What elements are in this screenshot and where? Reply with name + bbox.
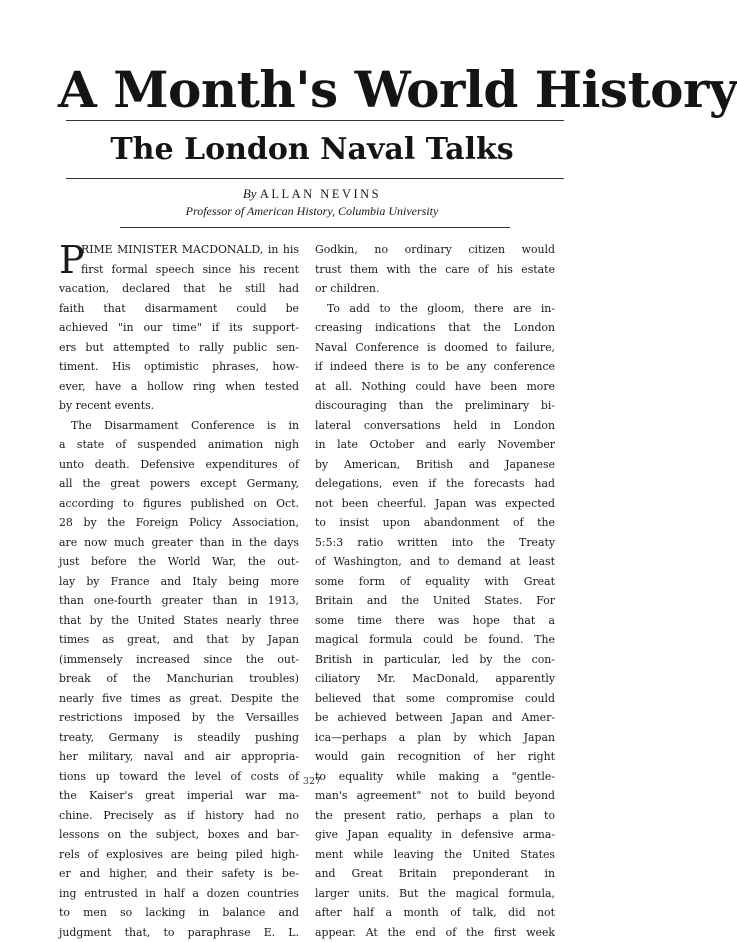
text-line: ica—perhaps a plan by which Japan bbox=[315, 728, 555, 748]
text-line: lay by France and Italy being more bbox=[59, 572, 299, 592]
text-line: timent. His optimistic phrases, how- bbox=[59, 357, 299, 377]
text-line: ever, have a hollow ring when tested bbox=[59, 377, 299, 397]
text-line: to insist upon abandonment of the bbox=[315, 513, 555, 533]
text-line: break of the Manchurian troubles) bbox=[59, 669, 299, 689]
drop-cap: P bbox=[59, 242, 85, 278]
text-line: according to figures published on Oct. bbox=[59, 494, 299, 514]
byline bbox=[0, 186, 624, 202]
left-column bbox=[59, 240, 299, 942]
text-line: creasing indications that the London bbox=[315, 318, 555, 338]
article-title: The London Naval Talks bbox=[0, 132, 624, 168]
text-line: if indeed there is to be any conference bbox=[315, 357, 555, 377]
text-line: treaty, Germany is steadily pushing bbox=[59, 728, 299, 748]
text-line: restrictions imposed by the Versailles bbox=[59, 708, 299, 728]
text-line: achieved "in our time" if its support- bbox=[59, 318, 299, 338]
text-line: by recent events. bbox=[59, 396, 299, 416]
text-line: To add to the gloom, there are in- bbox=[315, 299, 555, 319]
text-line: trust them with the care of his estate bbox=[315, 260, 555, 280]
text-line: be achieved between Japan and Amer- bbox=[315, 708, 555, 728]
text-line: believed that some compromise could bbox=[315, 689, 555, 709]
text-line: vacation, declared that he still had bbox=[59, 279, 299, 299]
text-line: er and higher, and their safety is be- bbox=[59, 864, 299, 884]
text-line: RIME MINISTER MACDONALD, in his bbox=[59, 240, 299, 260]
text-line: would gain recognition of her right bbox=[315, 747, 555, 767]
byline-rule bbox=[120, 227, 510, 228]
text-line: discouraging than the preliminary bi- bbox=[315, 396, 555, 416]
text-line: (immensely increased since the out- bbox=[59, 650, 299, 670]
page-number: 327 bbox=[0, 776, 624, 787]
text-line: and Great Britain preponderant in bbox=[315, 864, 555, 884]
text-line: the present ratio, perhaps a plan to bbox=[315, 806, 555, 826]
text-line: that by the United States nearly three bbox=[59, 611, 299, 631]
text-line: Godkin, no ordinary citizen would bbox=[315, 240, 555, 260]
text-line: not been cheerful. Japan was expected bbox=[315, 494, 555, 514]
text-line: at all. Nothing could have been more bbox=[315, 377, 555, 397]
right-column bbox=[315, 240, 555, 942]
text-line: are now much greater than in the days bbox=[59, 533, 299, 553]
text-line: some time there was hope that a bbox=[315, 611, 555, 631]
masthead: A Month's World History bbox=[58, 62, 568, 118]
text-line: magical formula could be found. The bbox=[315, 630, 555, 650]
text-line: Naval Conference is doomed to failure, bbox=[315, 338, 555, 358]
text-line: nearly five times as great. Despite the bbox=[59, 689, 299, 709]
text-line: unto death. Defensive expenditures of bbox=[59, 455, 299, 475]
text-line: The Disarmament Conference is in bbox=[59, 416, 299, 436]
text-line: her military, naval and air appropria- bbox=[59, 747, 299, 767]
text-line: delegations, even if the forecasts had bbox=[315, 474, 555, 494]
text-line: the Kaiser's great imperial war ma- bbox=[59, 786, 299, 806]
text-line: times as great, and that by Japan bbox=[59, 630, 299, 650]
text-line: 5:5:3 ratio written into the Treaty bbox=[315, 533, 555, 553]
text-line: all the great powers except Germany, bbox=[59, 474, 299, 494]
text-line: rels of explosives are being piled high- bbox=[59, 845, 299, 865]
text-line: a state of suspended animation nigh bbox=[59, 435, 299, 455]
text-line: tions up toward the level of costs of bbox=[59, 767, 299, 787]
text-line: ers but attempted to rally public sen- bbox=[59, 338, 299, 358]
text-line: judgment that, to paraphrase E. L. bbox=[59, 923, 299, 942]
masthead-rule bbox=[66, 120, 564, 121]
text-line: 28 by the Foreign Policy Association, bbox=[59, 513, 299, 533]
text-line: after half a month of talk, did not bbox=[315, 903, 555, 923]
text-line: in late October and early November bbox=[315, 435, 555, 455]
text-line: British in particular, led by the con- bbox=[315, 650, 555, 670]
title-rule bbox=[66, 178, 564, 179]
text-line: man's agreement" not to build beyond bbox=[315, 786, 555, 806]
text-line: chine. Precisely as if history had no bbox=[59, 806, 299, 826]
byline-prefix: By bbox=[243, 186, 257, 201]
text-line: lateral conversations held in London bbox=[315, 416, 555, 436]
text-line: just before the World War, the out- bbox=[59, 552, 299, 572]
text-line: lessons on the subject, boxes and bar- bbox=[59, 825, 299, 845]
text-line: faith that disarmament could be bbox=[59, 299, 299, 319]
author-credentials: Professor of American History, Columbia University bbox=[0, 204, 624, 219]
text-line: appear. At the end of the first week bbox=[315, 923, 555, 942]
text-line: Britain and the United States. For bbox=[315, 591, 555, 611]
text-line: to men so lacking in balance and bbox=[59, 903, 299, 923]
text-line: larger units. But the magical formula, bbox=[315, 884, 555, 904]
text-line: than one-fourth greater than in 1913, bbox=[59, 591, 299, 611]
text-line: some form of equality with Great bbox=[315, 572, 555, 592]
text-line: ciliatory Mr. MacDonald, apparently bbox=[315, 669, 555, 689]
text-line: first formal speech since his recent bbox=[59, 260, 299, 280]
text-line: ment while leaving the United States bbox=[315, 845, 555, 865]
text-line: or children. bbox=[315, 279, 555, 299]
text-line: of Washington, and to demand at least bbox=[315, 552, 555, 572]
author-name: ALLAN NEVINS bbox=[260, 187, 381, 201]
text-line: by American, British and Japanese bbox=[315, 455, 555, 475]
text-line: to equality while making a "gentle- bbox=[315, 767, 555, 787]
text-line: give Japan equality in defensive arma- bbox=[315, 825, 555, 845]
text-line: ing entrusted in half a dozen countries bbox=[59, 884, 299, 904]
